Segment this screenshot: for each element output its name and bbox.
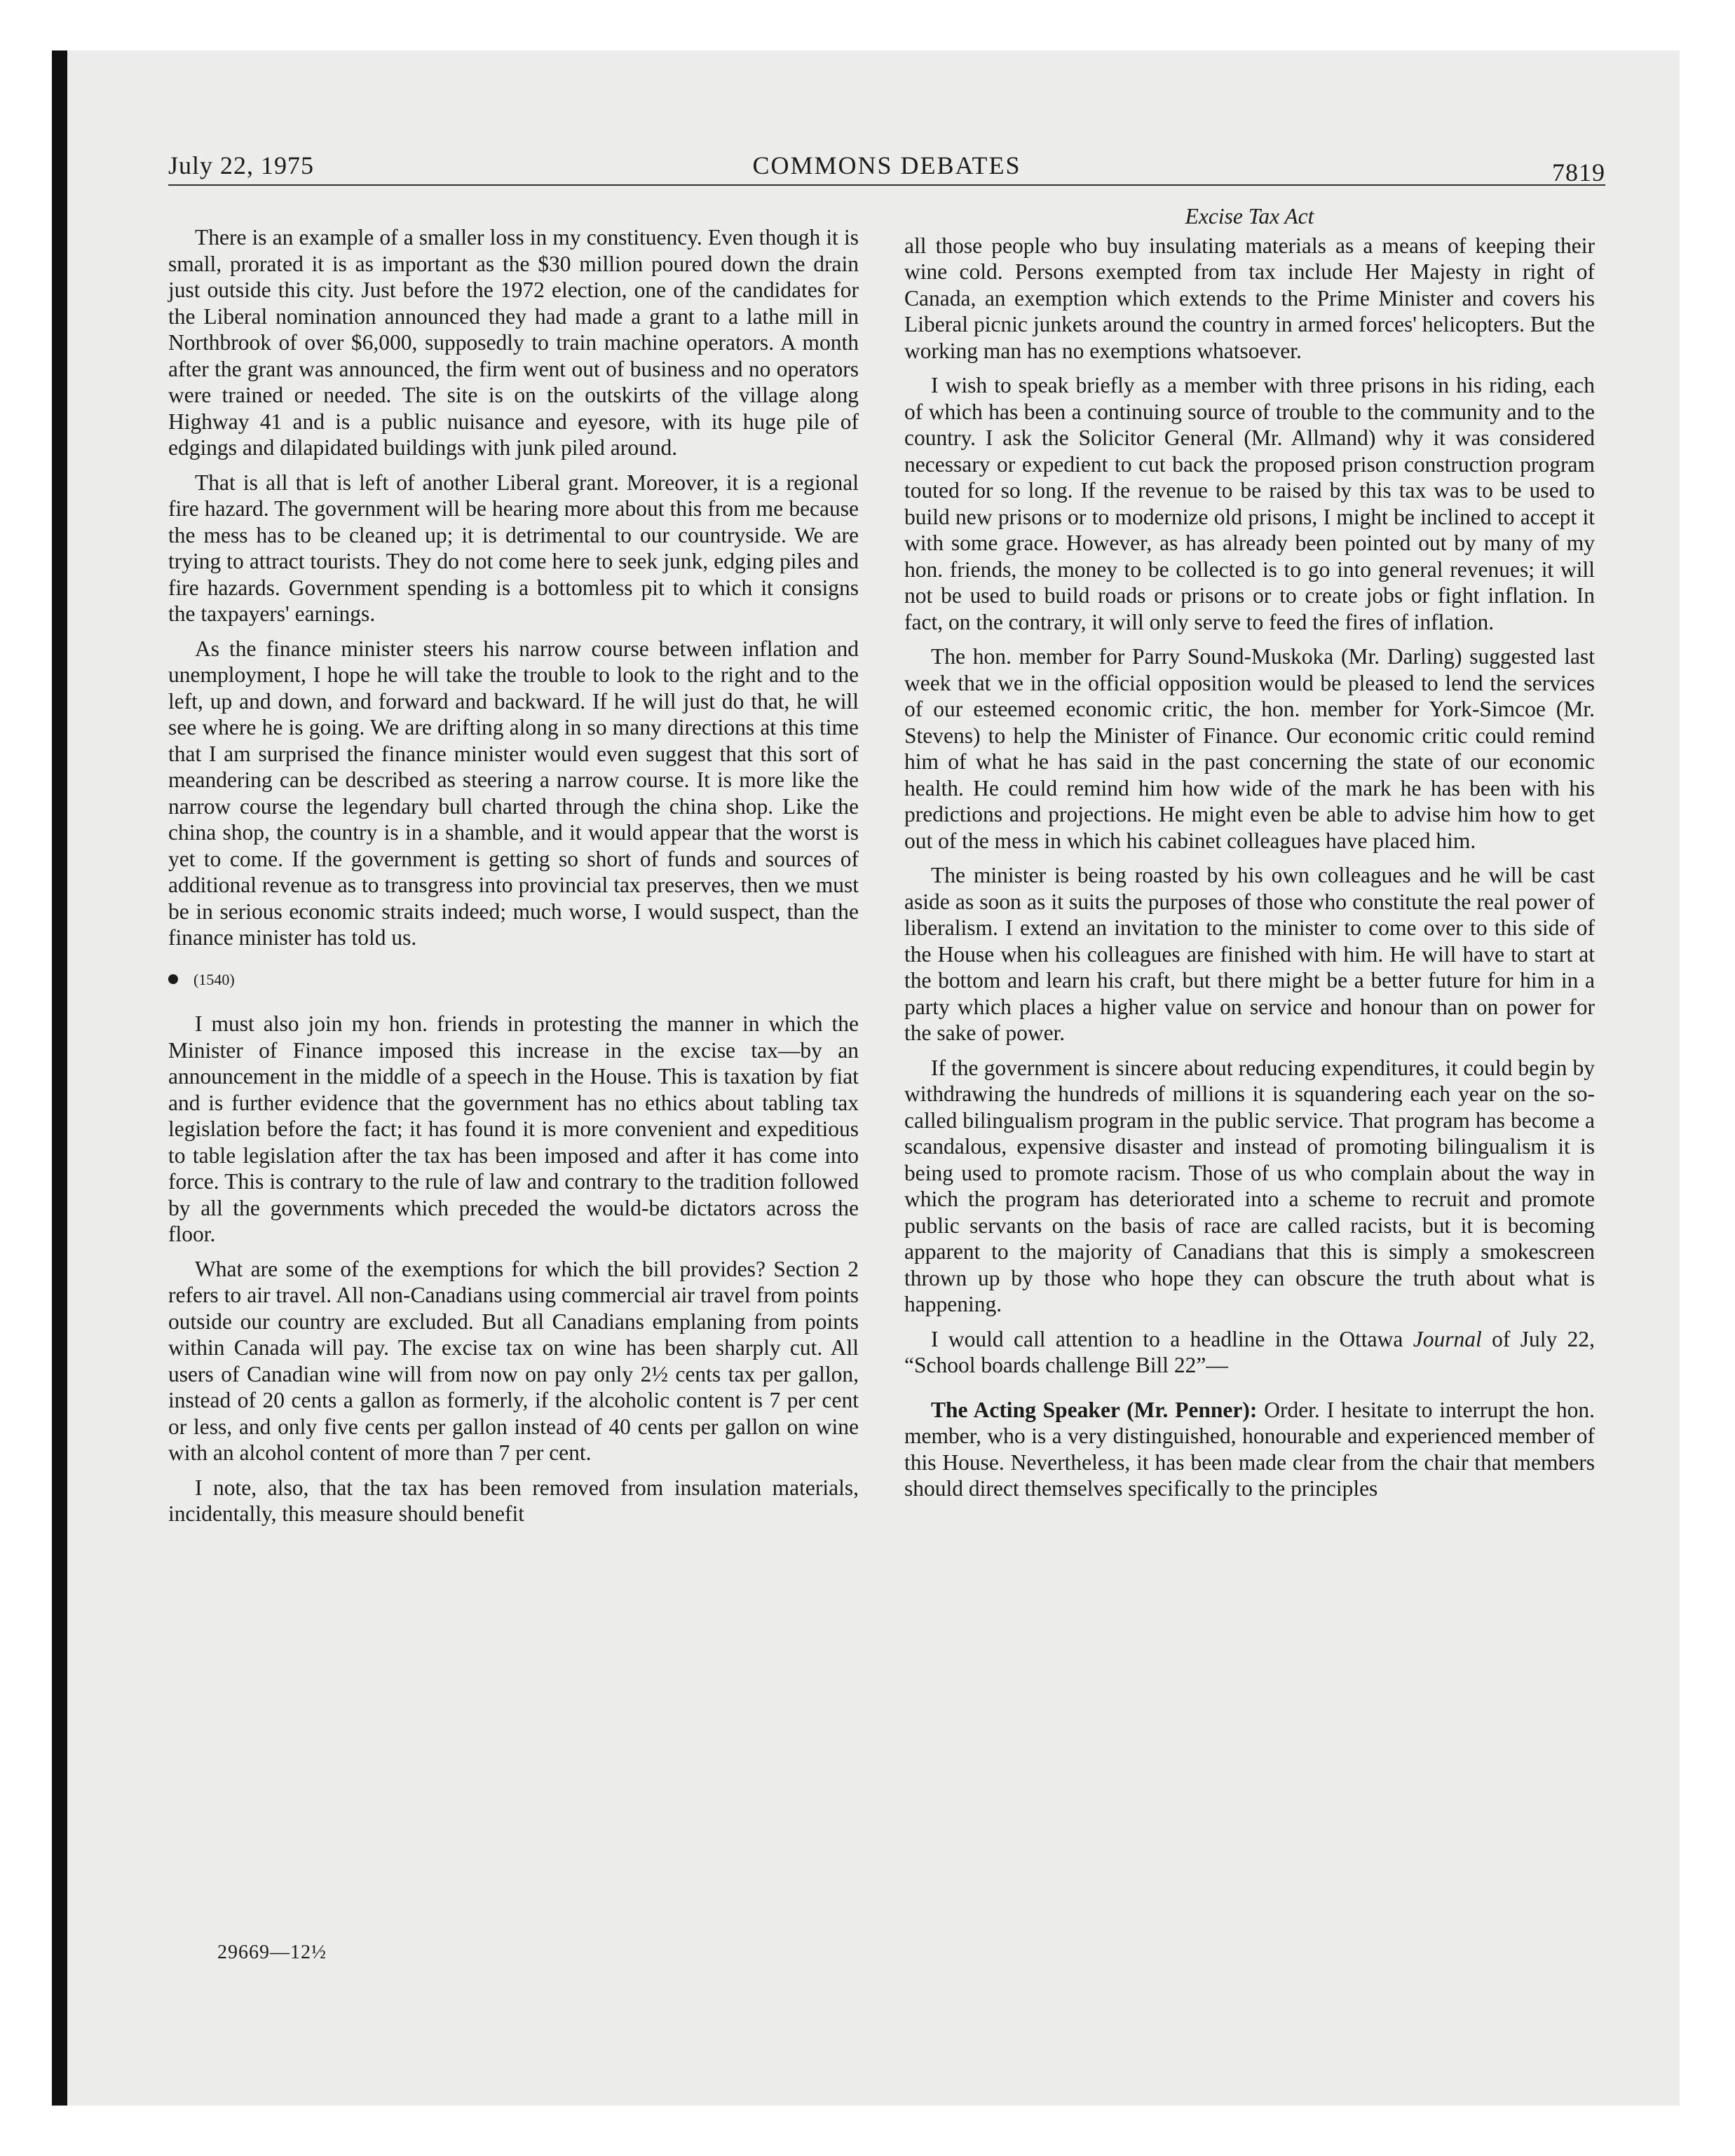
speaker-name: The Acting Speaker (Mr. Penner):	[931, 1397, 1258, 1422]
newspaper-name: Journal	[1413, 1326, 1482, 1351]
scan-border	[52, 50, 67, 2106]
headline-text-start: I would call attention to a headline in the Ottawa	[931, 1326, 1403, 1351]
paragraph: There is an example of a smaller loss in my constituency. Even though it is small, prorated it is as important as the $30 million poured down the drain just outside this city. Just before the 1972 election, one of the candidates for the Liberal nomination announced they had made a grant to a lathe mill in Northbrook of over $6,000, supposedly to train machine operators. A month after the grant was announced, the firm went out of business and no operators were trained or needed. The site is on the outskirts of the village along Highway 41 and is a public nuisance and eyesore, with its huge pile of edgings and dilapidated buildings with junk piled around.	[168, 225, 859, 460]
bullet-icon	[168, 974, 178, 984]
left-column	[168, 224, 859, 1536]
speaker-text: Order. I hesitate to interrupt the hon. member, who is a very distinguished, honourable and experienced member of this House. Nevertheless, it has been made clear from the chair that members should direct themselves specifically to the principles	[904, 1397, 1595, 1501]
paragraph-continuation: all those people who buy insulating materials as a means of keeping their wine cold. Persons exempted from tax include Her Majesty in right of Canada, an exemption which extends to the Prime Minister and covers his Liberal picnic junkets around the country in armed forces' helicopters. But the working man has no exemptions whatsoever.	[904, 233, 1595, 363]
paragraph: That is all that is left of another Liberal grant. Moreover, it is a regional fire hazard. The government will be hearing more about this from me because the mess has to be cleaned up; it is detrimental to our countryside. We are trying to attract tourists. They do not come here to seek junk, edging piles and fire hazards. Government spending is a bottomless pit to which it consigns the taxpayers' earnings.	[168, 470, 859, 626]
page-header	[168, 144, 1605, 186]
paragraph: The minister is being roasted by his own colleagues and he will be cast aside as soon as it suits the purposes of those who constitute the real power of liberalism. I extend an invitation to the minister to come over to this side of the House when his colleagues are finished with him. He will have to start at the bottom and learn his craft, but there might be a better future for him in a party which places a higher value on service and honour than on power for the sake of power.	[904, 863, 1595, 1045]
header-title: COMMONS DEBATES	[752, 151, 1021, 179]
page-number: 7819	[1552, 158, 1605, 186]
paragraph: I wish to speak briefly as a member with three prisons in his riding, each of which has been a continuing source of trouble to the community and to the country. I ask the Solicitor General (Mr. Allmand) why it was considered necessary or expedient to cut back the proposed prison construction program touted for so long. If the revenue to be raised by this tax was to be used to build new prisons or to modernize old prisons, I might be inclined to accept it with some grace. However, as has already been pointed out by many of my hon. friends, the money to be collected is to go into general revenues; it will not be used to build roads or prisons or to create jobs or fight inflation. In fact, on the contrary, it will only serve to feed the fires of inflation.	[904, 373, 1595, 634]
paragraph: The hon. member for Parry Sound-Muskoka (Mr. Darling) suggested last week that we in the official opposition would be pleased to lend the services of our esteemed economic critic, the hon. member for York-Simcoe (Mr. Stevens) to help the Minister of Finance. Our economic critic could remind him of what he has said in the past concerning the state of our economic health. He could remind him how wide of the mark he has been with his predictions and projections. He might even be able to advise him how to get out of the mess in which his cabinet colleagues have placed him.	[904, 644, 1595, 853]
time-marker	[168, 967, 859, 993]
headline-paragraph	[904, 1326, 1595, 1379]
running-title: Excise Tax Act	[1185, 204, 1314, 228]
footer-code: 29669—12½	[217, 1942, 327, 1963]
speaker-paragraph	[904, 1397, 1595, 1502]
paragraph: I note, also, that the tax has been removed from insulation materials, incidentally, this measure should benefit	[168, 1475, 859, 1526]
headline-text-end: of July 22, “School boards challenge Bill 22”—	[904, 1326, 1595, 1377]
paragraph: I must also join my hon. friends in protesting the manner in which the Minister of Finance imposed this increase in the excise tax—by an announcement in the middle of a speech in the House. This is taxation by fiat and is further evidence that the government has no ethics about tabling tax legislation before the fact; it has found it is more convenient and expeditious to table legislation after the tax has been imposed and after it has come into force. This is contrary to the rule of law and contrary to the tradition followed by all the governments which preceded the would-be dictators across the floor.	[168, 1011, 859, 1246]
header-date: July 22, 1975	[168, 151, 315, 179]
paragraph: If the government is sincere about reducing expenditures, it could begin by withdrawing the hundreds of millions it is squandering each year on the so-called bilingualism program in the public service. That program has become a scandalous, expensive disaster and instead of promoting bilingualism it is being used to promote racism. Those of us who complain about the way in which the program has deteriorated into a scheme to recruit and promote public servants on the basis of race are called racists, but it is becoming apparent to the majority of Canadians that this is simply a smokescreen thrown up by those who hope they can obscure the truth about what is happening.	[904, 1055, 1595, 1316]
paragraph: As the finance minister steers his narrow course between inflation and unemployment, I hope he will take the trouble to look to the right and to the left, up and down, and forward and backward. If he will just do that, he will see where he is going. We are drifting along in so many directions at this time that I am surprised the finance minister would even suggest that this sort of meandering can be described as steering a narrow course. It is more like the narrow course the legendary bull charted through the china shop. Like the china shop, the country is in a shamble, and it would appear that the worst is yet to come. If the government is getting so short of funds and sources of additional revenue as to transgress into provincial tax preserves, then we must be in serious economic straits indeed; much worse, I would suspect, than the finance minister has told us.	[168, 636, 859, 950]
paragraph: What are some of the exemptions for which the bill provides? Section 2 refers to air travel. All non-Canadians using commercial air travel from points outside our country are excluded. But all Canadians emplaning from points within Canada will pay. The excise tax on wine has been sharply cut. All users of Canadian wine will from now on pay only 2½ cents tax per gallon, instead of 20 cents a gallon as formerly, if the alcoholic content is 7 per cent or less, and only five cents per gallon instead of 40 cents per gallon on wine with an alcohol content of more than 7 per cent.	[168, 1256, 859, 1465]
time-marker-label: (1540)	[193, 970, 235, 988]
right-column	[904, 203, 1595, 1510]
